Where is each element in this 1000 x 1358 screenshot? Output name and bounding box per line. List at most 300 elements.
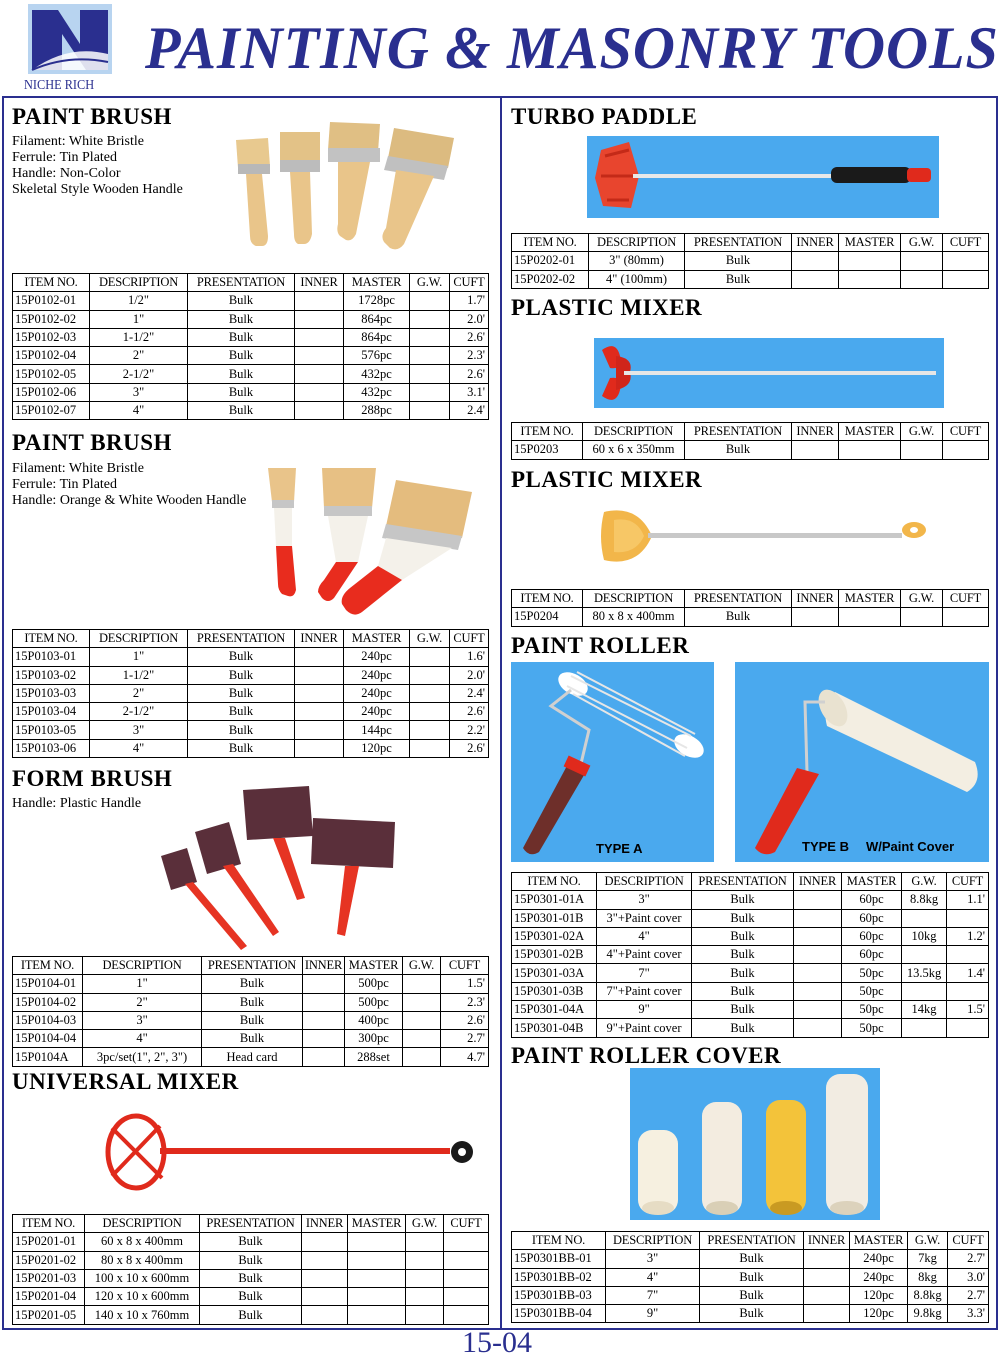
- description-cell: 80 x 8 x 400mm: [85, 1251, 200, 1269]
- presentation-cell: Bulk: [685, 441, 792, 459]
- col-description: DESCRIPTION: [589, 234, 685, 252]
- universal-mixer-image: [100, 1108, 490, 1200]
- inner-cell: [794, 946, 842, 964]
- inner-cell: [792, 252, 839, 270]
- description-cell: 4": [606, 1268, 700, 1286]
- col-master: MASTER: [850, 1232, 908, 1250]
- col-item-no: ITEM NO.: [13, 957, 83, 975]
- col-presentation: PRESENTATION: [685, 590, 792, 608]
- presentation-cell: Bulk: [188, 292, 295, 310]
- table-row: [13, 666, 489, 684]
- col-gw: G.W.: [908, 1232, 948, 1250]
- cuft-cell: 2.6': [450, 703, 489, 721]
- description-cell: 3": [597, 891, 692, 909]
- paint-roller-type-a-image: [511, 662, 714, 862]
- spec-line: Handle: Plastic Handle: [12, 796, 142, 811]
- paint-roller-cover-table: [511, 1231, 989, 1323]
- table-row: [512, 946, 989, 964]
- presentation-cell: Bulk: [202, 1011, 303, 1029]
- cuft-cell: [444, 1288, 489, 1306]
- spec-line: Skeletal Style Wooden Handle: [12, 182, 183, 197]
- inner-cell: [295, 383, 344, 401]
- gw-cell: 8kg: [908, 1268, 948, 1286]
- col-master: MASTER: [344, 630, 410, 648]
- cuft-cell: [947, 946, 989, 964]
- gw-cell: [901, 441, 943, 459]
- description-cell: 3"+Paint cover: [597, 909, 692, 927]
- cuft-cell: 2.6': [450, 365, 489, 383]
- gw-cell: 13.5kg: [902, 964, 947, 982]
- table-body: [512, 441, 989, 459]
- paint-roller-title: PAINT ROLLER: [511, 633, 690, 658]
- inner-cell: [792, 608, 839, 626]
- table-header-row: [512, 1232, 989, 1250]
- description-cell: 100 x 10 x 600mm: [85, 1269, 200, 1287]
- col-item-no: ITEM NO.: [512, 1232, 606, 1250]
- master-cell: [839, 608, 901, 626]
- gw-cell: [410, 703, 450, 721]
- description-cell: 4": [90, 739, 188, 757]
- cuft-cell: [947, 909, 989, 927]
- table-row: [512, 1001, 989, 1019]
- col-inner: INNER: [302, 1215, 348, 1233]
- description-cell: 2": [90, 347, 188, 365]
- master-cell: [348, 1251, 406, 1269]
- col-gw: G.W.: [406, 1215, 444, 1233]
- table-header-row: [512, 873, 989, 891]
- presentation-cell: Bulk: [202, 975, 303, 993]
- presentation-cell: Bulk: [700, 1286, 804, 1304]
- col-description: DESCRIPTION: [597, 873, 692, 891]
- gw-cell: [403, 975, 441, 993]
- cuft-cell: 2.3': [450, 347, 489, 365]
- col-inner: INNER: [792, 590, 839, 608]
- form-brush-title: FORM BRUSH: [12, 766, 173, 791]
- presentation-cell: Bulk: [700, 1268, 804, 1286]
- gw-cell: [410, 292, 450, 310]
- gw-cell: [902, 909, 947, 927]
- col-master: MASTER: [345, 957, 403, 975]
- presentation-cell: Bulk: [200, 1306, 302, 1324]
- table-row: [512, 441, 989, 459]
- gw-cell: [410, 739, 450, 757]
- cuft-cell: [947, 982, 989, 1000]
- table-row: [13, 1048, 489, 1066]
- cuft-cell: 1.1': [947, 891, 989, 909]
- col-cuft: CUFT: [943, 423, 989, 441]
- paint-roller-table: [511, 872, 989, 1038]
- description-cell: 4": [90, 402, 188, 420]
- table-row: [13, 328, 489, 346]
- col-presentation: PRESENTATION: [685, 234, 792, 252]
- table-row: [13, 1269, 489, 1287]
- presentation-cell: Bulk: [188, 666, 295, 684]
- description-cell: 4": [83, 1030, 202, 1048]
- inner-cell: [295, 703, 344, 721]
- item-no-cell: 15P0301-02B: [512, 946, 597, 964]
- master-cell: 60pc: [842, 946, 902, 964]
- description-cell: 60 x 6 x 350mm: [583, 441, 685, 459]
- cuft-cell: 2.6': [450, 739, 489, 757]
- cuft-cell: 2.7': [948, 1250, 989, 1268]
- table-row: [13, 703, 489, 721]
- table-body: [512, 252, 989, 289]
- col-description: DESCRIPTION: [83, 957, 202, 975]
- item-no-cell: 15P0104A: [13, 1048, 83, 1066]
- description-cell: 1-1/2": [90, 328, 188, 346]
- gw-cell: [410, 684, 450, 702]
- table-row: [13, 1011, 489, 1029]
- presentation-cell: Bulk: [188, 684, 295, 702]
- inner-cell: [303, 1030, 345, 1048]
- presentation-cell: Bulk: [202, 993, 303, 1011]
- col-presentation: PRESENTATION: [700, 1232, 804, 1250]
- description-cell: 1-1/2": [90, 666, 188, 684]
- niche-rich-logo-icon: [28, 4, 112, 74]
- paint-brush-1-specs: [12, 134, 183, 198]
- table-body: [13, 648, 489, 758]
- table-row: [512, 1019, 989, 1037]
- col-master: MASTER: [842, 873, 902, 891]
- master-cell: 240pc: [344, 648, 410, 666]
- cuft-cell: [947, 1019, 989, 1037]
- col-item-no: ITEM NO.: [512, 590, 583, 608]
- col-master: MASTER: [839, 590, 901, 608]
- description-cell: 2": [83, 993, 202, 1011]
- col-presentation: PRESENTATION: [692, 873, 794, 891]
- master-cell: 50pc: [842, 982, 902, 1000]
- paint-brush-2-specs: [12, 461, 246, 509]
- inner-cell: [302, 1251, 348, 1269]
- cuft-cell: 2.6': [450, 328, 489, 346]
- table-row: [512, 1268, 989, 1286]
- cuft-cell: 3.1': [450, 383, 489, 401]
- presentation-cell: Bulk: [700, 1305, 804, 1323]
- plastic-mixer-image: [594, 338, 944, 408]
- col-description: DESCRIPTION: [85, 1215, 200, 1233]
- col-gw: G.W.: [403, 957, 441, 975]
- item-no-cell: 15P0201-05: [13, 1306, 85, 1324]
- gw-cell: [410, 721, 450, 739]
- description-cell: 120 x 10 x 600mm: [85, 1288, 200, 1306]
- spec-line: Handle: Orange & White Wooden Handle: [12, 493, 247, 508]
- item-no-cell: 15P0102-04: [13, 347, 90, 365]
- inner-cell: [794, 927, 842, 945]
- col-description: DESCRIPTION: [583, 423, 685, 441]
- item-no-cell: 15P0301-01A: [512, 891, 597, 909]
- table-row: [13, 739, 489, 757]
- presentation-cell: Bulk: [692, 946, 794, 964]
- col-cuft: CUFT: [943, 590, 989, 608]
- col-description: DESCRIPTION: [583, 590, 685, 608]
- col-presentation: PRESENTATION: [188, 630, 295, 648]
- presentation-cell: Bulk: [692, 927, 794, 945]
- presentation-cell: Head card: [202, 1048, 303, 1066]
- inner-cell: [295, 684, 344, 702]
- master-cell: 240pc: [850, 1250, 908, 1268]
- col-presentation: PRESENTATION: [200, 1215, 302, 1233]
- col-item-no: ITEM NO.: [512, 234, 589, 252]
- cuft-cell: 2.2': [450, 721, 489, 739]
- table-row: [13, 993, 489, 1011]
- gw-cell: [410, 328, 450, 346]
- col-master: MASTER: [344, 274, 410, 292]
- description-cell: 3": [90, 383, 188, 401]
- col-gw: G.W.: [901, 590, 943, 608]
- table-row: [13, 310, 489, 328]
- master-cell: 240pc: [850, 1268, 908, 1286]
- inner-cell: [794, 982, 842, 1000]
- cuft-cell: 2.0': [450, 310, 489, 328]
- spec-line: Ferrule: Tin Plated: [12, 150, 118, 165]
- master-cell: [839, 252, 901, 270]
- cuft-cell: 1.7': [450, 292, 489, 310]
- table-row: [13, 1030, 489, 1048]
- presentation-cell: Bulk: [692, 1001, 794, 1019]
- col-cuft: CUFT: [947, 873, 989, 891]
- item-no-cell: 15P0102-02: [13, 310, 90, 328]
- col-inner: INNER: [792, 234, 839, 252]
- paint-brush-1-title: PAINT BRUSH: [12, 104, 172, 129]
- presentation-cell: Bulk: [202, 1030, 303, 1048]
- table-row: [13, 721, 489, 739]
- table-header-row: [512, 234, 989, 252]
- description-cell: 1": [83, 975, 202, 993]
- cuft-cell: [444, 1269, 489, 1287]
- presentation-cell: Bulk: [685, 252, 792, 270]
- description-cell: 7": [597, 964, 692, 982]
- item-no-cell: 15P0203: [512, 441, 583, 459]
- item-no-cell: 15P0201-01: [13, 1233, 85, 1251]
- description-cell: 140 x 10 x 760mm: [85, 1306, 200, 1324]
- master-cell: 120pc: [850, 1286, 908, 1304]
- inner-cell: [302, 1306, 348, 1324]
- master-cell: 240pc: [344, 666, 410, 684]
- inner-cell: [792, 270, 839, 288]
- item-no-cell: 15P0103-04: [13, 703, 90, 721]
- cuft-cell: 3.0': [948, 1268, 989, 1286]
- presentation-cell: Bulk: [685, 608, 792, 626]
- table-row: [13, 1251, 489, 1269]
- col-item-no: ITEM NO.: [13, 274, 90, 292]
- col-cuft: CUFT: [450, 630, 489, 648]
- presentation-cell: Bulk: [188, 347, 295, 365]
- presentation-cell: Bulk: [692, 982, 794, 1000]
- item-no-cell: 15P0301BB-03: [512, 1286, 606, 1304]
- gw-cell: [901, 270, 943, 288]
- col-gw: G.W.: [901, 423, 943, 441]
- presentation-cell: Bulk: [200, 1288, 302, 1306]
- item-no-cell: 15P0301BB-02: [512, 1268, 606, 1286]
- gw-cell: [406, 1269, 444, 1287]
- cuft-cell: [444, 1306, 489, 1324]
- gw-cell: [410, 648, 450, 666]
- table-row: [13, 648, 489, 666]
- table-row: [512, 891, 989, 909]
- item-no-cell: 15P0102-07: [13, 402, 90, 420]
- cuft-cell: 2.4': [450, 684, 489, 702]
- form-brush-specs: [12, 796, 141, 812]
- cuft-cell: 1.6': [450, 648, 489, 666]
- gw-cell: 8.8kg: [902, 891, 947, 909]
- item-no-cell: 15P0301BB-01: [512, 1250, 606, 1268]
- description-cell: 7"+Paint cover: [597, 982, 692, 1000]
- description-cell: 9"+Paint cover: [597, 1019, 692, 1037]
- item-no-cell: 15P0104-01: [13, 975, 83, 993]
- table-row: [13, 1233, 489, 1251]
- col-gw: G.W.: [901, 234, 943, 252]
- gw-cell: 8.8kg: [908, 1286, 948, 1304]
- table-row: [512, 909, 989, 927]
- table-row: [13, 1306, 489, 1324]
- master-cell: [839, 270, 901, 288]
- col-gw: G.W.: [902, 873, 947, 891]
- inner-cell: [794, 909, 842, 927]
- table-row: [512, 252, 989, 270]
- presentation-cell: Bulk: [188, 703, 295, 721]
- gw-cell: [406, 1233, 444, 1251]
- description-cell: 7": [606, 1286, 700, 1304]
- inner-cell: [295, 292, 344, 310]
- paint-roller-covers-image: [630, 1068, 880, 1220]
- table-row: [13, 292, 489, 310]
- gw-cell: 9.8kg: [908, 1305, 948, 1323]
- table-body: [13, 975, 489, 1066]
- cuft-cell: 2.7': [948, 1286, 989, 1304]
- master-cell: 288pc: [344, 402, 410, 420]
- orange-white-paint-brushes-image: [262, 462, 477, 617]
- cuft-cell: [943, 441, 989, 459]
- master-cell: 500pc: [345, 975, 403, 993]
- col-inner: INNER: [804, 1232, 850, 1250]
- gw-cell: [410, 402, 450, 420]
- description-cell: 1": [90, 310, 188, 328]
- paint-brush-1-table: [12, 273, 489, 420]
- master-cell: 60pc: [842, 891, 902, 909]
- col-master: MASTER: [839, 234, 901, 252]
- presentation-cell: Bulk: [200, 1233, 302, 1251]
- master-cell: 500pc: [345, 993, 403, 1011]
- cuft-cell: 4.7': [441, 1048, 489, 1066]
- turbo-paddle-title: TURBO PADDLE: [511, 104, 698, 129]
- table-row: [512, 270, 989, 288]
- table-body: [13, 1233, 489, 1324]
- gw-cell: 10kg: [902, 927, 947, 945]
- col-item-no: ITEM NO.: [13, 630, 90, 648]
- page-number: 15-04: [462, 1326, 532, 1358]
- description-cell: 2": [90, 684, 188, 702]
- form-brush-table: [12, 956, 489, 1067]
- table-header-row: [13, 957, 489, 975]
- col-master: MASTER: [348, 1215, 406, 1233]
- table-row: [13, 347, 489, 365]
- description-cell: 3pc/set(1", 2", 3"): [83, 1048, 202, 1066]
- item-no-cell: 15P0102-05: [13, 365, 90, 383]
- master-cell: [348, 1306, 406, 1324]
- inner-cell: [295, 721, 344, 739]
- brand-name: NICHE RICH: [24, 78, 95, 93]
- presentation-cell: Bulk: [188, 365, 295, 383]
- inner-cell: [302, 1233, 348, 1251]
- description-cell: 1": [90, 648, 188, 666]
- gw-cell: [410, 383, 450, 401]
- col-master: MASTER: [839, 423, 901, 441]
- table-header-row: [13, 630, 489, 648]
- inner-cell: [794, 1019, 842, 1037]
- cuft-cell: [444, 1233, 489, 1251]
- table-row: [512, 1305, 989, 1323]
- table-row: [13, 975, 489, 993]
- gw-cell: [406, 1306, 444, 1324]
- master-cell: 60pc: [842, 909, 902, 927]
- master-cell: 240pc: [344, 703, 410, 721]
- col-gw: G.W.: [410, 274, 450, 292]
- presentation-cell: Bulk: [692, 1019, 794, 1037]
- inner-cell: [303, 993, 345, 1011]
- foam-brushes-image: [155, 782, 405, 950]
- inner-cell: [804, 1268, 850, 1286]
- col-inner: INNER: [792, 423, 839, 441]
- presentation-cell: Bulk: [685, 270, 792, 288]
- master-cell: 400pc: [345, 1011, 403, 1029]
- gw-cell: [901, 608, 943, 626]
- table-header-row: [512, 590, 989, 608]
- item-no-cell: 15P0201-02: [13, 1251, 85, 1269]
- plastic-mixer-2-table: [511, 589, 989, 627]
- item-no-cell: 15P0104-04: [13, 1030, 83, 1048]
- table-row: [13, 402, 489, 420]
- master-cell: 50pc: [842, 1001, 902, 1019]
- inner-cell: [295, 648, 344, 666]
- table-row: [512, 982, 989, 1000]
- cuft-cell: 2.3': [441, 993, 489, 1011]
- plastic-mixer-cone-image: [598, 502, 933, 572]
- col-cuft: CUFT: [948, 1232, 989, 1250]
- item-no-cell: 15P0102-03: [13, 328, 90, 346]
- table-body: [512, 1250, 989, 1323]
- col-cuft: CUFT: [450, 274, 489, 292]
- gw-cell: [406, 1251, 444, 1269]
- description-cell: 1/2": [90, 292, 188, 310]
- inner-cell: [295, 310, 344, 328]
- gw-cell: [902, 946, 947, 964]
- col-item-no: ITEM NO.: [512, 423, 583, 441]
- inner-cell: [804, 1250, 850, 1268]
- paint-roller-cover-title: PAINT ROLLER COVER: [511, 1043, 782, 1068]
- gw-cell: [406, 1288, 444, 1306]
- description-cell: 9": [606, 1305, 700, 1323]
- item-no-cell: 15P0103-06: [13, 739, 90, 757]
- inner-cell: [295, 328, 344, 346]
- cuft-cell: 2.7': [441, 1030, 489, 1048]
- item-no-cell: 15P0301-01B: [512, 909, 597, 927]
- master-cell: 50pc: [842, 964, 902, 982]
- item-no-cell: 15P0202-01: [512, 252, 589, 270]
- col-description: DESCRIPTION: [606, 1232, 700, 1250]
- master-cell: 50pc: [842, 1019, 902, 1037]
- inner-cell: [303, 1011, 345, 1029]
- gw-cell: 7kg: [908, 1250, 948, 1268]
- table-body: [512, 891, 989, 1037]
- inner-cell: [804, 1286, 850, 1304]
- col-cuft: CUFT: [943, 234, 989, 252]
- col-item-no: ITEM NO.: [512, 873, 597, 891]
- description-cell: 80 x 8 x 400mm: [583, 608, 685, 626]
- cuft-cell: 1.2': [947, 927, 989, 945]
- table-row: [512, 1286, 989, 1304]
- inner-cell: [792, 441, 839, 459]
- gw-cell: [403, 1011, 441, 1029]
